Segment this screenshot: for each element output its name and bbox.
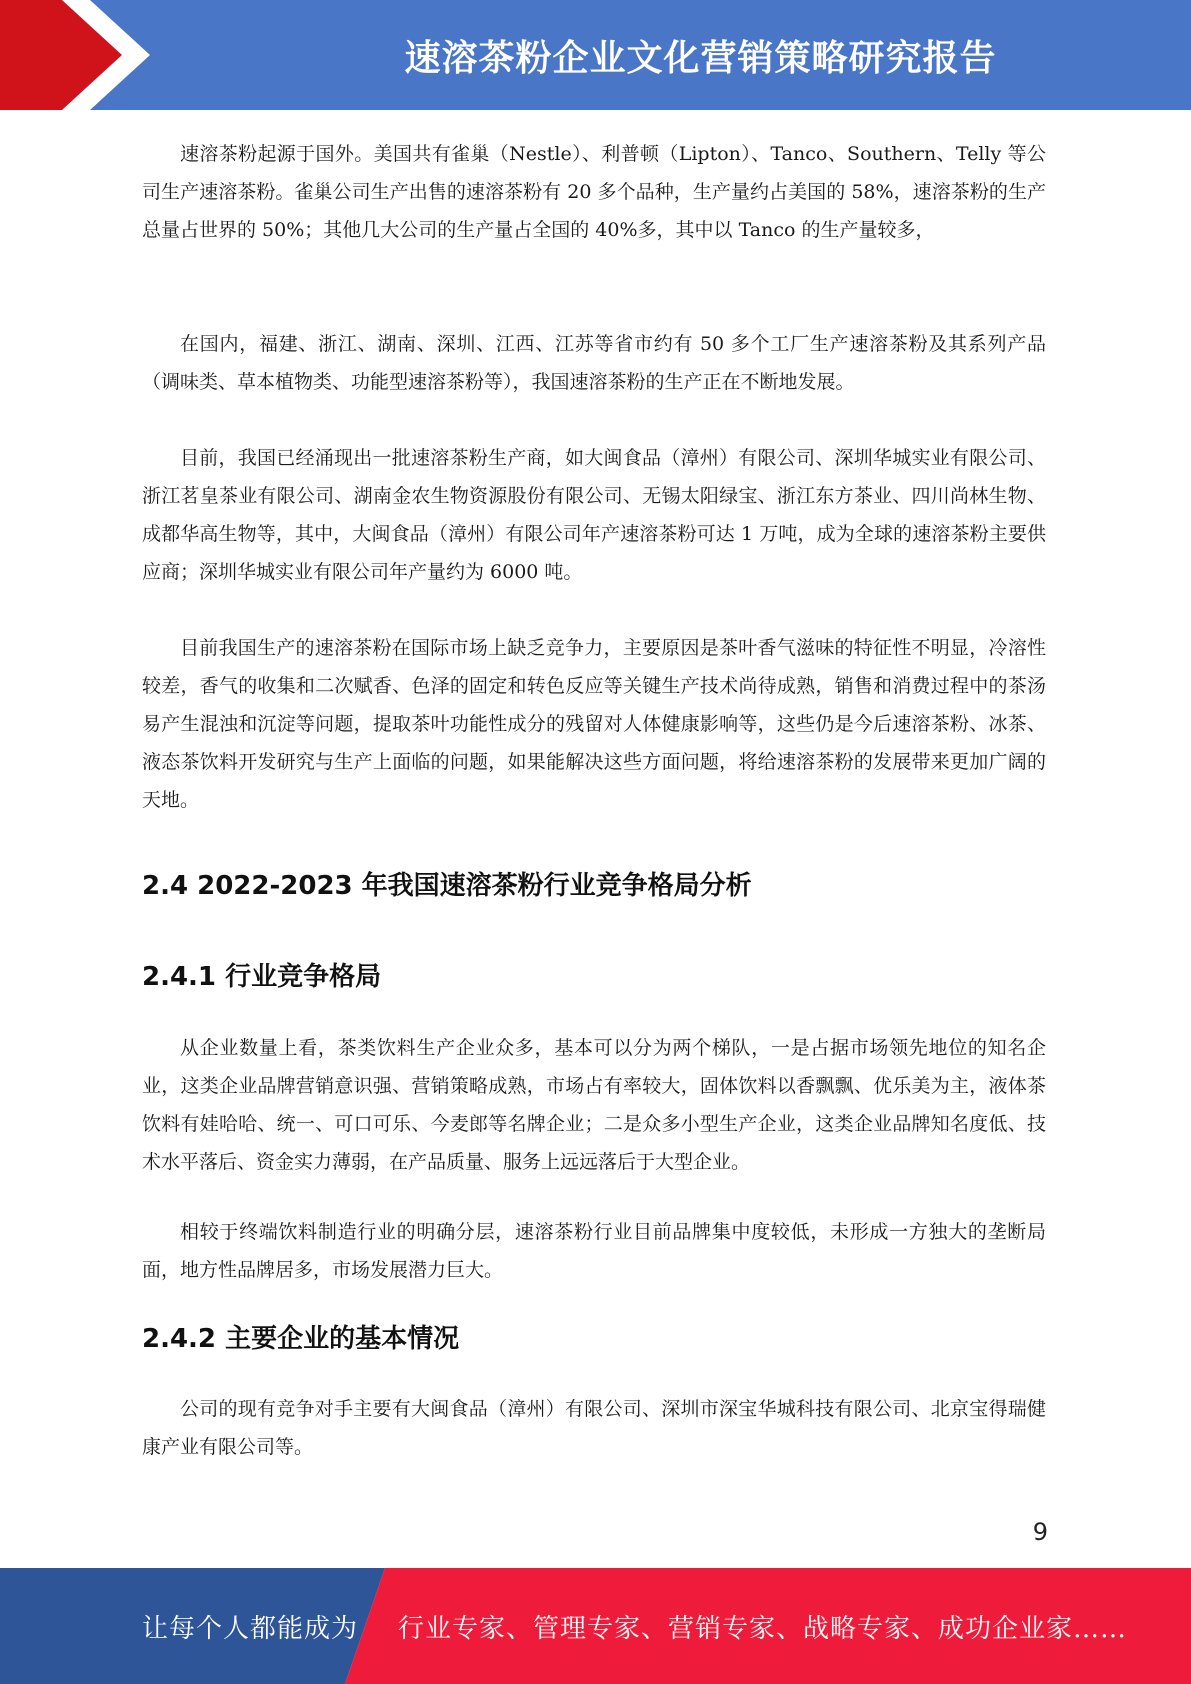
section-heading-2-4-2: 2.4.2 主要企业的基本情况: [142, 1324, 460, 1354]
page-header: [0, 0, 1191, 110]
section-heading-2-4: 2.4 2022-2023 年我国速溶茶粉行业竞争格局分析: [142, 871, 752, 901]
paragraph-competitors: 公司的现有竞争对手主要有大闽食品（漳州）有限公司、深圳市深宝华城科技有限公司、北京宝得瑞健康产业有限公司等。: [142, 1398, 1046, 1458]
page-number: 9: [1032, 1518, 1048, 1546]
section-heading-2-4-1: 2.4.1 行业竞争格局: [142, 962, 382, 992]
header-arrow-decoration: [0, 0, 260, 110]
footer-slogan-right: 行业专家、管理专家、营销专家、战略专家、成功企业家……: [398, 1613, 1128, 1644]
report-title: 速溶茶粉企业文化营销策略研究报告: [404, 37, 997, 79]
paragraph-brand-concentration: 相较于终端饮料制造行业的明确分层，速溶茶粉行业目前品牌集中度较低，未形成一方独大的垄断局面，地方性品牌居多，市场发展潜力巨大。: [142, 1221, 1046, 1281]
paragraph-industry-tiers: 从企业数量上看，茶类饮料生产企业众多，基本可以分为两个梯队，一是占据市场领先地位的知名企业，这类企业品牌营销意识强、营销策略成熟，市场占有率较大，固体饮料以香飘飘、优乐美为主，液体茶饮料有娃哈哈、统一、可口可乐、今麦郎等名牌企业；二是众多小型生产企业，这类企业品牌知名度低、技术水平落后、资金实力薄弱，在产品质量、服务上远远落后于大型企业。: [142, 1037, 1046, 1173]
page-footer: [0, 1568, 1191, 1684]
footer-slogan-left: 让每个人都能成为: [142, 1613, 359, 1644]
paragraph-producers: 目前，我国已经涌现出一批速溶茶粉生产商，如大闽食品（漳州）有限公司、深圳华城实业有限公司、浙江茗皇茶业有限公司、湖南金农生物资源股份有限公司、无锡太阳绿宝、浙江东方茶业、四川尚林生物、成都华高生物等，其中，大闽食品（漳州）有限公司年产速溶茶粉可达 1 万吨，成为全球的速溶茶粉主要供应商；深圳华城实业有限公司年产量约为 6000 吨。: [142, 447, 1046, 583]
paragraph-origin: 速溶茶粉起源于国外。美国共有雀巢（Nestle）、利普顿（Lipton）、Tanco、Southern、Telly 等公司生产速溶茶粉。雀巢公司生产出售的速溶茶粉有 20 多个品种，生产量约占美国的 58%，速溶茶粉的生产总量占世界的 50%；其他几大公司的生产量占全国的 40%多，其中以 Tanco 的生产量较多，: [142, 143, 1046, 241]
paragraph-competitiveness: 目前我国生产的速溶茶粉在国际市场上缺乏竞争力，主要原因是茶叶香气滋味的特征性不明显，冷溶性较差，香气的收集和二次赋香、色泽的固定和转色反应等关键生产技术尚待成熟，销售和消费过程中的茶汤易产生混浊和沉淀等问题，提取茶叶功能性成分的残留对人体健康影响等，这些仍是今后速溶茶粉、冰茶、液态茶饮料开发研究与生产上面临的问题，如果能解决这些方面问题，将给速溶茶粉的发展带来更加广阔的天地。: [142, 637, 1046, 811]
paragraph-domestic: 在国内，福建、浙江、湖南、深圳、江西、江苏等省市约有 50 多个工厂生产速溶茶粉及其系列产品（调味类、草本植物类、功能型速溶茶粉等），我国速溶茶粉的生产正在不断地发展。: [142, 333, 1046, 393]
